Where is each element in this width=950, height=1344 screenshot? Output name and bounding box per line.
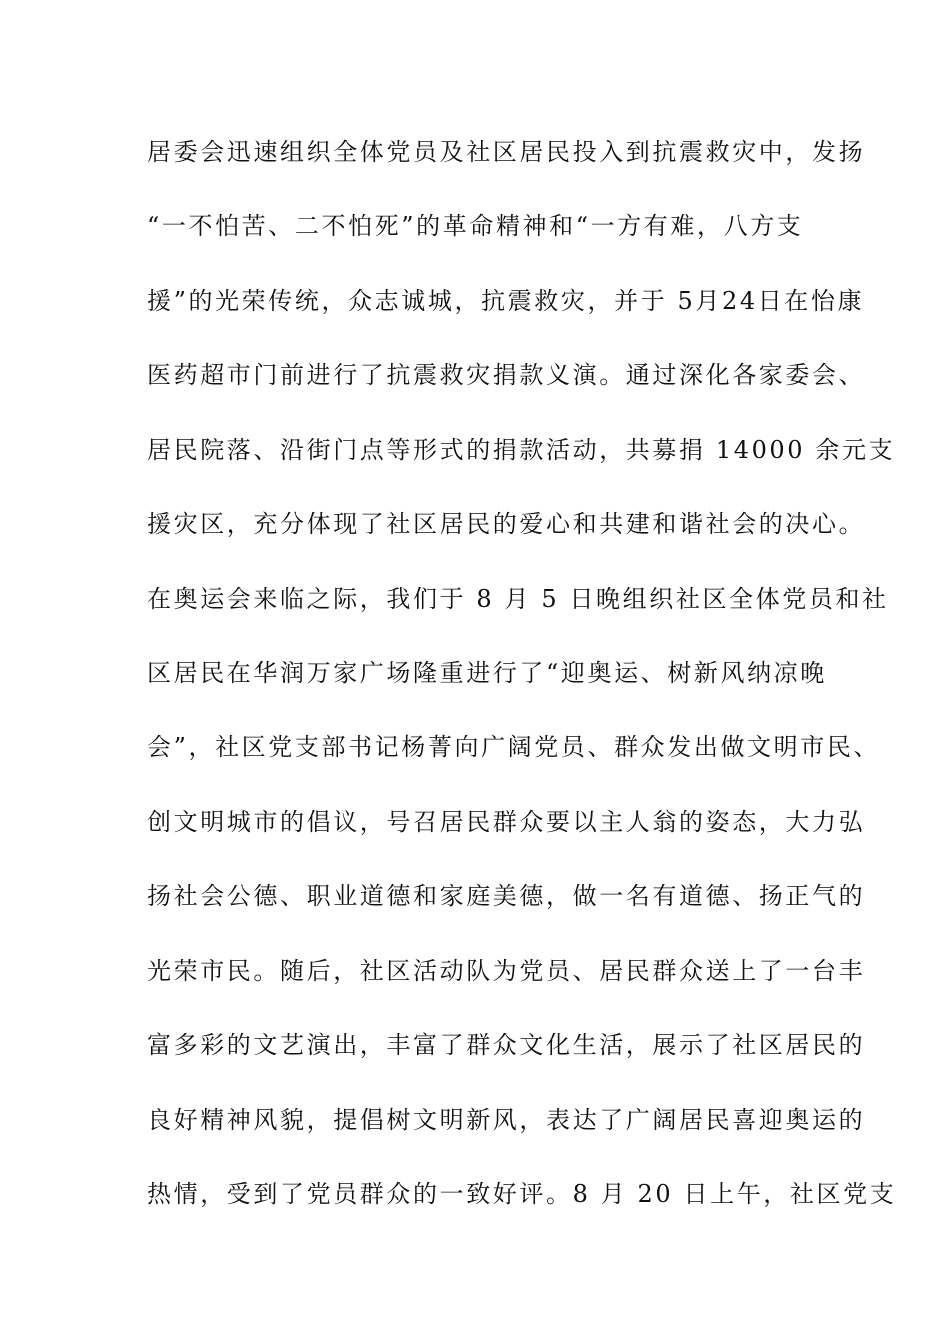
text-line: 会”，社区党支部书记杨菁向广阔党员、群众发出做文明市民、 <box>147 733 881 761</box>
text-line: 光荣市民。随后，社区活动队为党员、居民群众送上了一台丰 <box>147 957 866 985</box>
text-line: 创文明城市的倡议，号召居民群众要以主人翁的姿态，大力弘 <box>147 808 866 836</box>
text-line: 富多彩的文艺演出，丰富了群众文化生活，展示了社区居民的 <box>147 1031 866 1059</box>
text-line: 良好精神风貌，提倡树文明新风，表达了广阔居民喜迎奥运的 <box>147 1106 866 1134</box>
text-line: 医药超市门前进行了抗震救灾捐款义演。通过深化各家委会、 <box>147 361 866 389</box>
text-line: 区居民在华润万家广场隆重进行了“迎奥运、树新风纳凉晚 <box>147 659 827 687</box>
text-line: 热情，受到了党员群众的一致好评。8 月 20 日上午，社区党支 <box>147 1180 897 1208</box>
text-line: 援”的光荣传统，众志诚城，抗震救灾，并于 5月24日在怡康 <box>147 287 865 315</box>
text-line: “一不怕苦、二不怕死”的革命精神和“一方有难，八方支 <box>147 212 804 240</box>
text-line: 在奥运会来临之际，我们于 8 月 5 日晚组织社区全体党员和社 <box>147 585 889 613</box>
text-line: 居民院落、沿街门点等形式的捐款活动，共募捐 14000 余元支 <box>147 436 896 464</box>
text-line: 居委会迅速组织全体党员及社区居民投入到抗震救灾中，发扬 <box>147 138 866 166</box>
text-line: 扬社会公德、职业道德和家庭美德，做一名有道德、扬正气的 <box>147 882 866 910</box>
text-line: 援灾区，充分体现了社区居民的爱心和共建和谐社会的决心。 <box>147 510 866 538</box>
